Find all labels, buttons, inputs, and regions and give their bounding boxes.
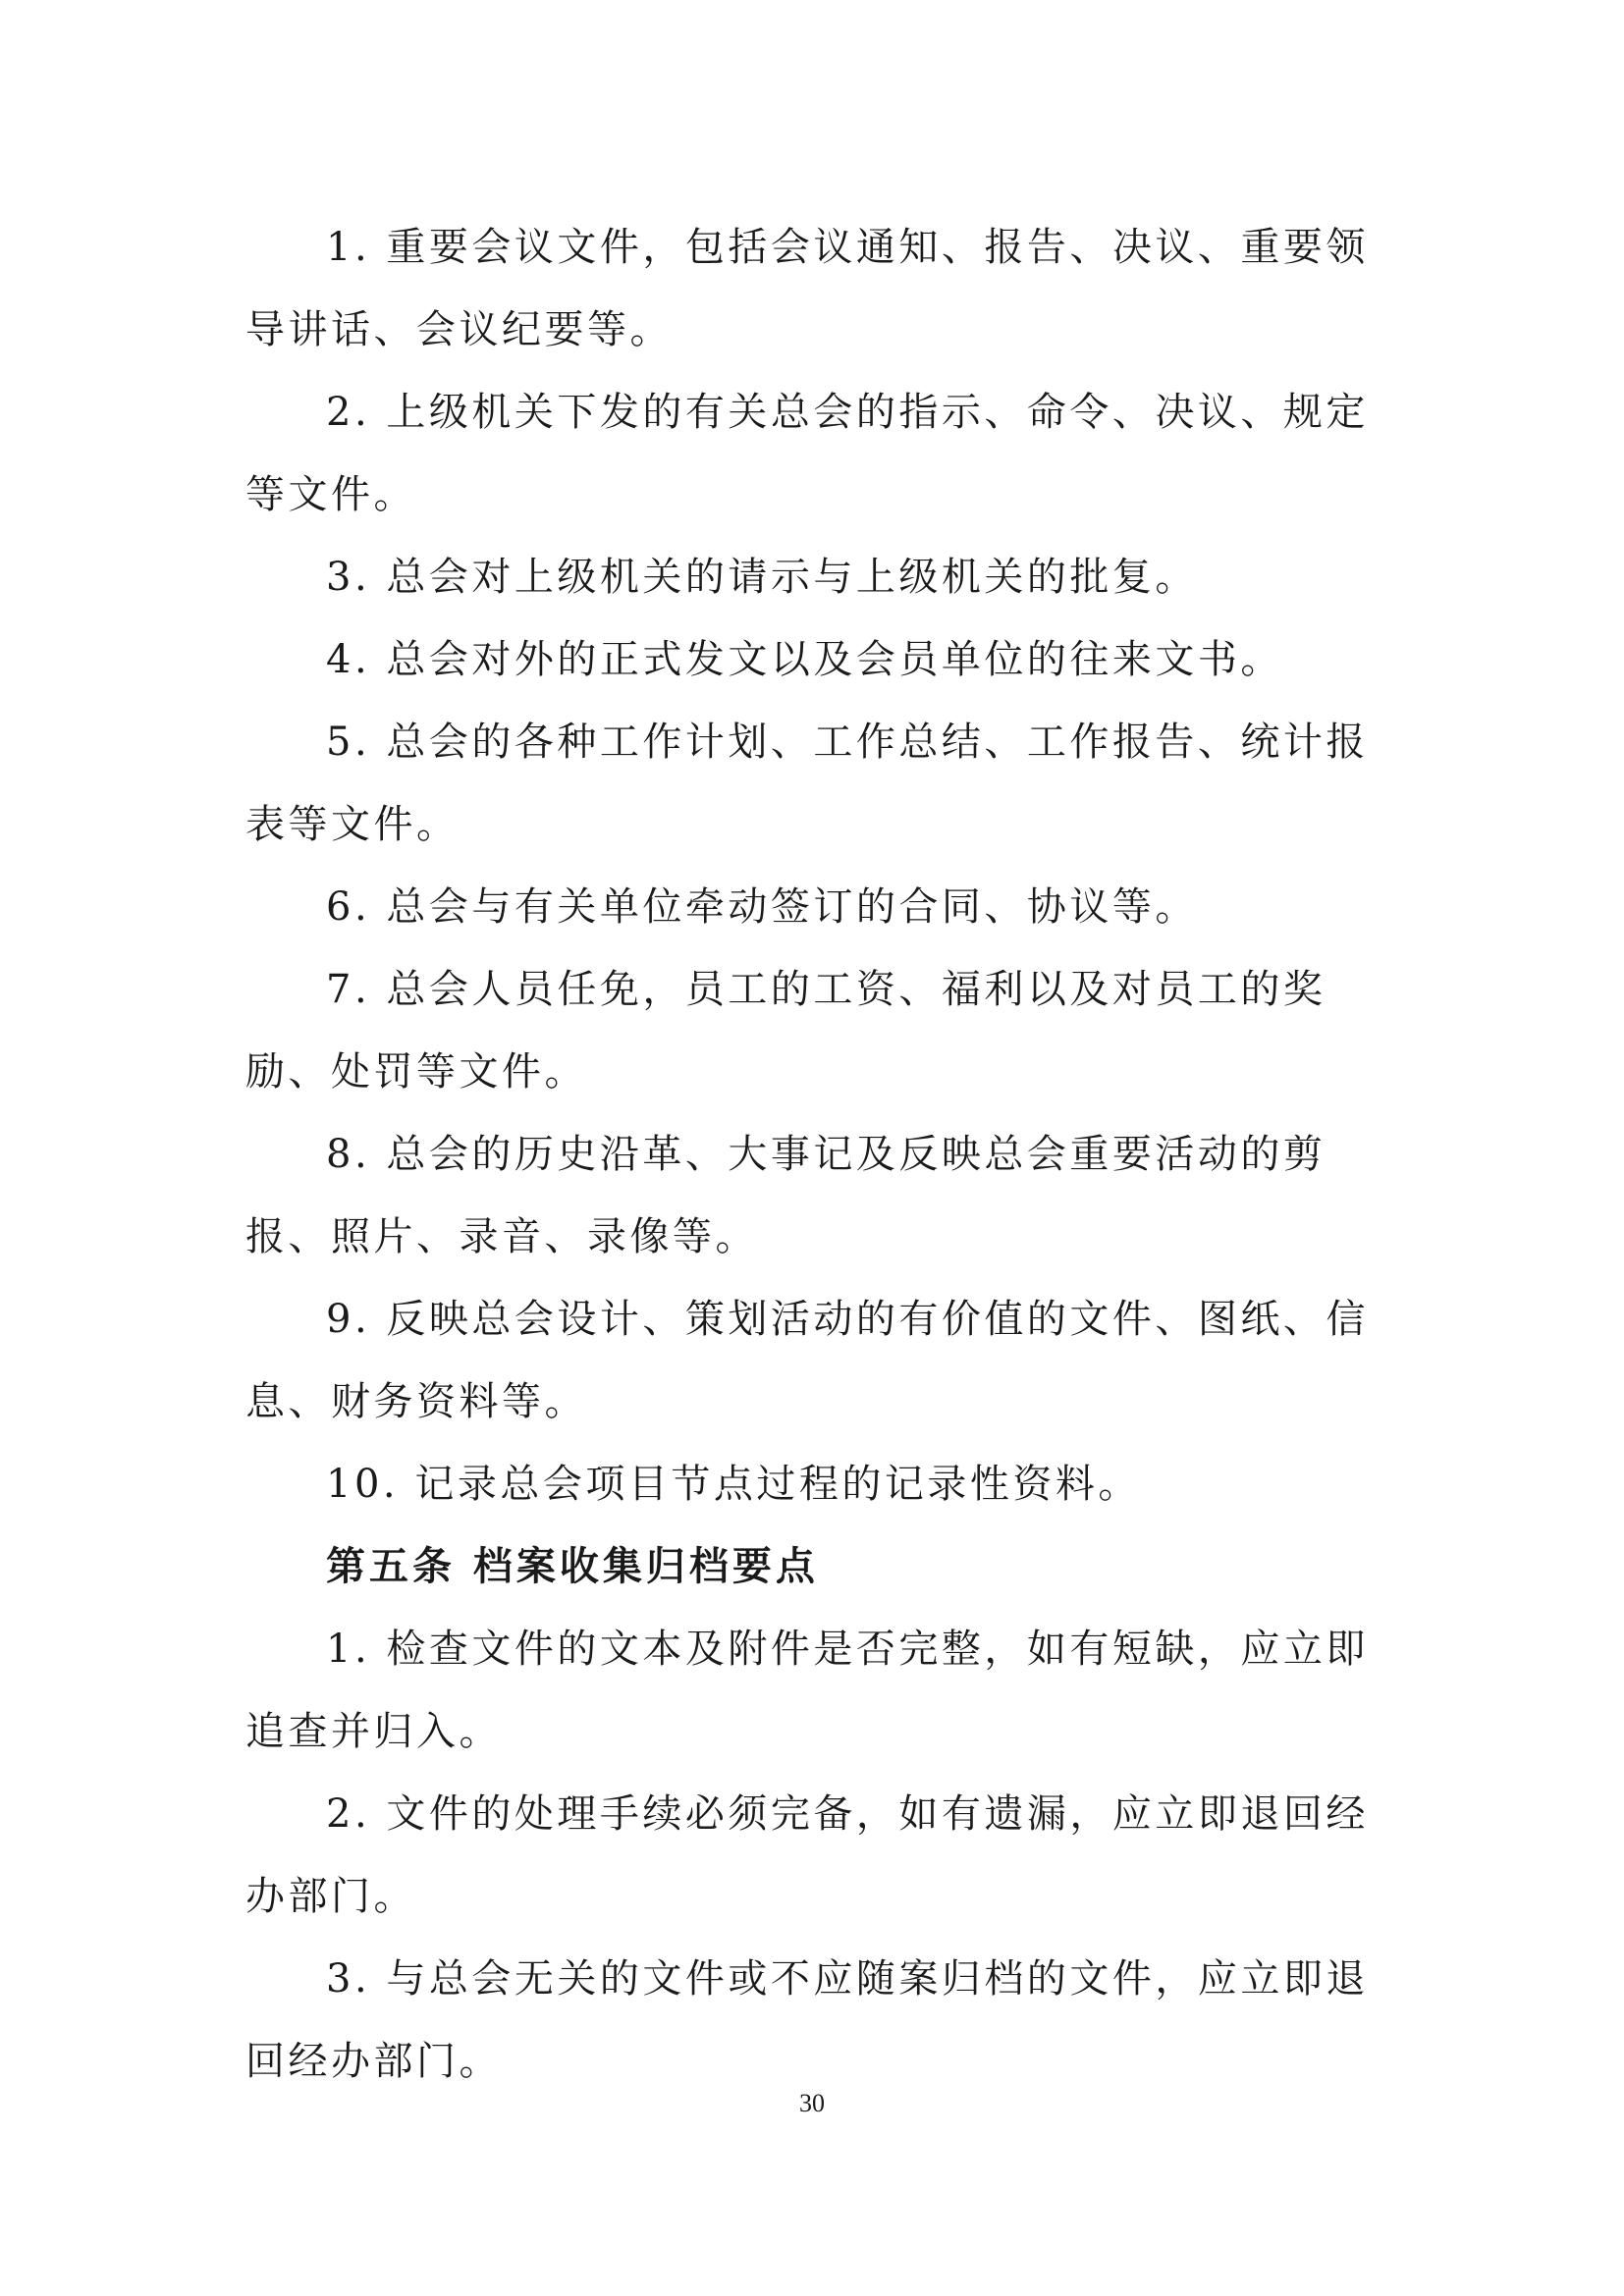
list-item: 5. 总会的各种工作计划、工作总结、工作报告、统计报表等文件。 bbox=[245, 720, 1369, 847]
list-item: 1. 重要会议文件，包括会议通知、报告、决议、重要领导讲话、会议纪要等。 bbox=[245, 225, 1369, 352]
list-item: 8. 总会的历史沿革、大事记及反映总会重要活动的剪报、照片、录音、录像等。 bbox=[245, 1132, 1326, 1259]
page-number: 30 bbox=[799, 2089, 825, 2117]
list-item: 10. 记录总会项目节点过程的记录性资料。 bbox=[326, 1462, 1141, 1507]
list-item: 7. 总会人员任免，员工的工资、福利以及对员工的奖励、处罚等文件。 bbox=[245, 967, 1326, 1095]
list-item: 6. 总会与有关单位牵动签订的合同、协议等。 bbox=[326, 884, 1198, 930]
list-item: 2. 上级机关下发的有关总会的指示、命令、决议、规定等文件。 bbox=[245, 390, 1369, 517]
list-item: 9. 反映总会设计、策划活动的有价值的文件、图纸、信息、财务资料等。 bbox=[245, 1297, 1369, 1424]
list-item: 3. 与总会无关的文件或不应随案归档的文件，应立即退回经办部门。 bbox=[245, 1956, 1369, 2084]
list-item: 2. 文件的处理手续必须完备，如有遗漏，应立即退回经办部门。 bbox=[245, 1791, 1369, 1919]
document-body bbox=[245, 206, 1386, 2103]
section-heading: 第五条 档案收集归档要点 bbox=[326, 1544, 819, 1589]
list-item: 3. 总会对上级机关的请示与上级机关的批复。 bbox=[326, 555, 1198, 600]
list-item: 1. 检查文件的文本及附件是否完整，如有短缺，应立即追查并归入。 bbox=[245, 1627, 1369, 1754]
list-item: 4. 总会对外的正式发文以及会员单位的往来文书。 bbox=[326, 637, 1283, 682]
